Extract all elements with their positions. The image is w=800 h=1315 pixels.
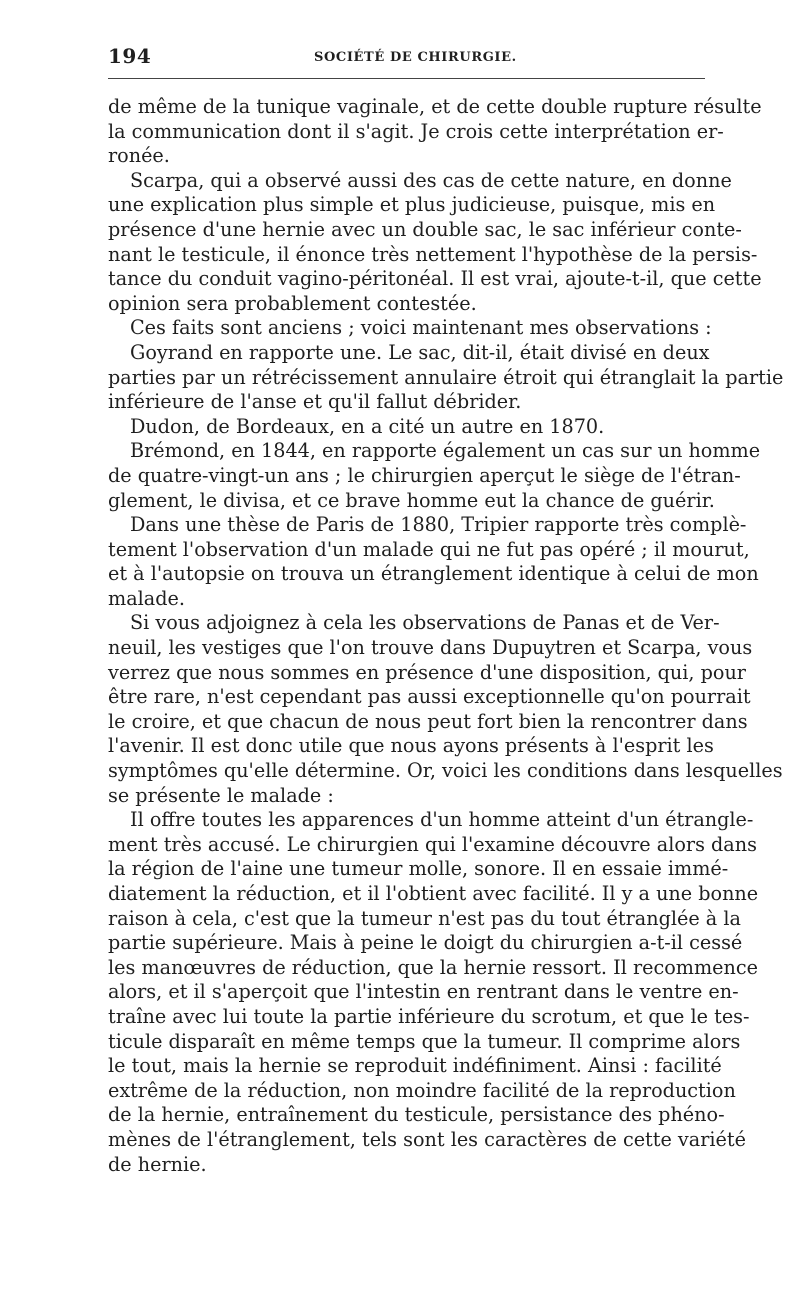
text-line: une explication plus simple et plus judicieuse, puisque, mis en [108,193,716,217]
paragraph [108,439,761,513]
text-line: inférieure de l'anse et qu'il fallut débrider. [108,390,522,414]
paragraph [108,316,712,341]
paragraph [108,513,759,611]
text-line: Scarpa, qui a observé aussi des cas de cette nature, en donne [130,168,732,192]
text-line: diatement la réduction, et il l'obtient avec facilité. Il y a une bonne [108,882,759,905]
text-line: Goyrand en rapporte une. Le sac, dit-il, était divisé en deux [130,340,710,364]
text-line: de la hernie, entraînement du testicule, persistance des phéno- [108,1103,725,1127]
text-line: de hernie. [108,1152,207,1176]
text-line: Dudon, de Bordeaux, en a cité un autre en 1870. [130,414,605,438]
text-line: la région de l'aine une tumeur molle, sonore. Il en essaie immé- [108,857,729,881]
paragraph [108,808,759,1177]
text-line: et à l'autopsie on trouva un étranglement identique à celui de mon [108,562,759,586]
text-line: Brémond, en 1844, en rapporte également un cas sur un homme [130,439,761,463]
paragraph [108,168,762,317]
text-line: opinion sera probablement contestée. [108,291,477,315]
text-line: tance du conduit vagino-péritonéal. Il est vrai, ajoute-t-il, que cette [108,267,762,291]
text-line: Ces faits sont anciens ; voici maintenant mes observations : [130,316,712,340]
text-line: mènes de l'étranglement, tels sont les caractères de cette variété [108,1127,746,1151]
page-number: 194 [108,44,152,68]
text-line: de quatre-vingt-un ans ; le chirurgien aperçut le siège de l'étran- [108,463,741,487]
running-title: SOCIÉTÉ DE CHIRURGIE. [314,50,517,65]
text-line: glement, le divisa, et ce brave homme eut la chance de guérir. [108,488,715,512]
text-line: le tout, mais la hernie se reproduit indéfiniment. Ainsi : facilité [108,1054,722,1078]
paragraph [108,340,784,415]
text-line: Il offre toutes les apparences d'un homme atteint d'un étrangle- [130,808,754,832]
text-line: symptômes qu'elle détermine. Or, voici les conditions dans lesquelles [108,759,783,783]
text-line: de même de la tunique vaginale, et de cette double rupture résulte [108,95,762,118]
header-rule [108,78,705,79]
text-line: ronée. [108,144,170,168]
text-line: se présente le malade : [108,783,334,807]
text-line: traîne avec lui toute la partie inférieure du scrotum, et que le tes- [108,1004,750,1028]
text-line: nant le testicule, il énonce très nettement l'hypothèse de la persis- [108,242,758,266]
body-text [108,95,784,1177]
text-line: Si vous adjoignez à cela les observations de Panas et de Ver- [130,611,720,635]
paragraph [108,95,762,169]
text-line: verrez que nous sommes en présence d'une disposition, qui, pour [108,660,746,684]
text-line: tement l'observation d'un malade qui ne fut pas opéré ; il mourut, [108,537,750,561]
text-line: partie supérieure. Mais à peine le doigt du chirurgien a-t-il cessé [108,931,743,955]
text-line: alors, et il s'aperçoit que l'intestin en rentrant dans le ventre en- [108,980,739,1004]
text-line: extrême de la réduction, non moindre facilité de la reproduction [108,1078,736,1102]
text-line: ment très accusé. Le chirurgien qui l'examine découvre alors dans [108,832,757,856]
paragraph [108,415,708,440]
text-line: être rare, n'est cependant pas aussi exceptionnelle qu'on pourrait [108,685,751,709]
text-line: les manœuvres de réduction, que la hernie ressort. Il recommence [108,955,758,979]
text-line: malade. [108,586,185,610]
text-line: Dans une thèse de Paris de 1880, Tripier rapporte très complè- [130,513,747,537]
text-line: ticule disparaît en même temps que la tumeur. Il comprime alors [108,1029,741,1053]
text-line: présence d'une hernie avec un double sac, le sac inférieur conte- [108,217,742,241]
text-line: neuil, les vestiges que l'on trouve dans Dupuytren et Scarpa, vous [108,636,753,660]
text-line: raison à cela, c'est que la tumeur n'est pas du tout étranglée à la [108,906,741,930]
text-line: parties par un rétrécissement annulaire étroit qui étranglait la partie [108,365,784,389]
text-line: la communication dont il s'agit. Je crois cette interprétation er- [108,119,724,143]
paragraph [108,611,783,808]
text-line: l'avenir. Il est donc utile que nous ayons présents à l'esprit les [108,734,714,758]
text-line: le croire, et que chacun de nous peut fort bien la rencontrer dans [108,709,748,733]
page-header [108,44,705,74]
